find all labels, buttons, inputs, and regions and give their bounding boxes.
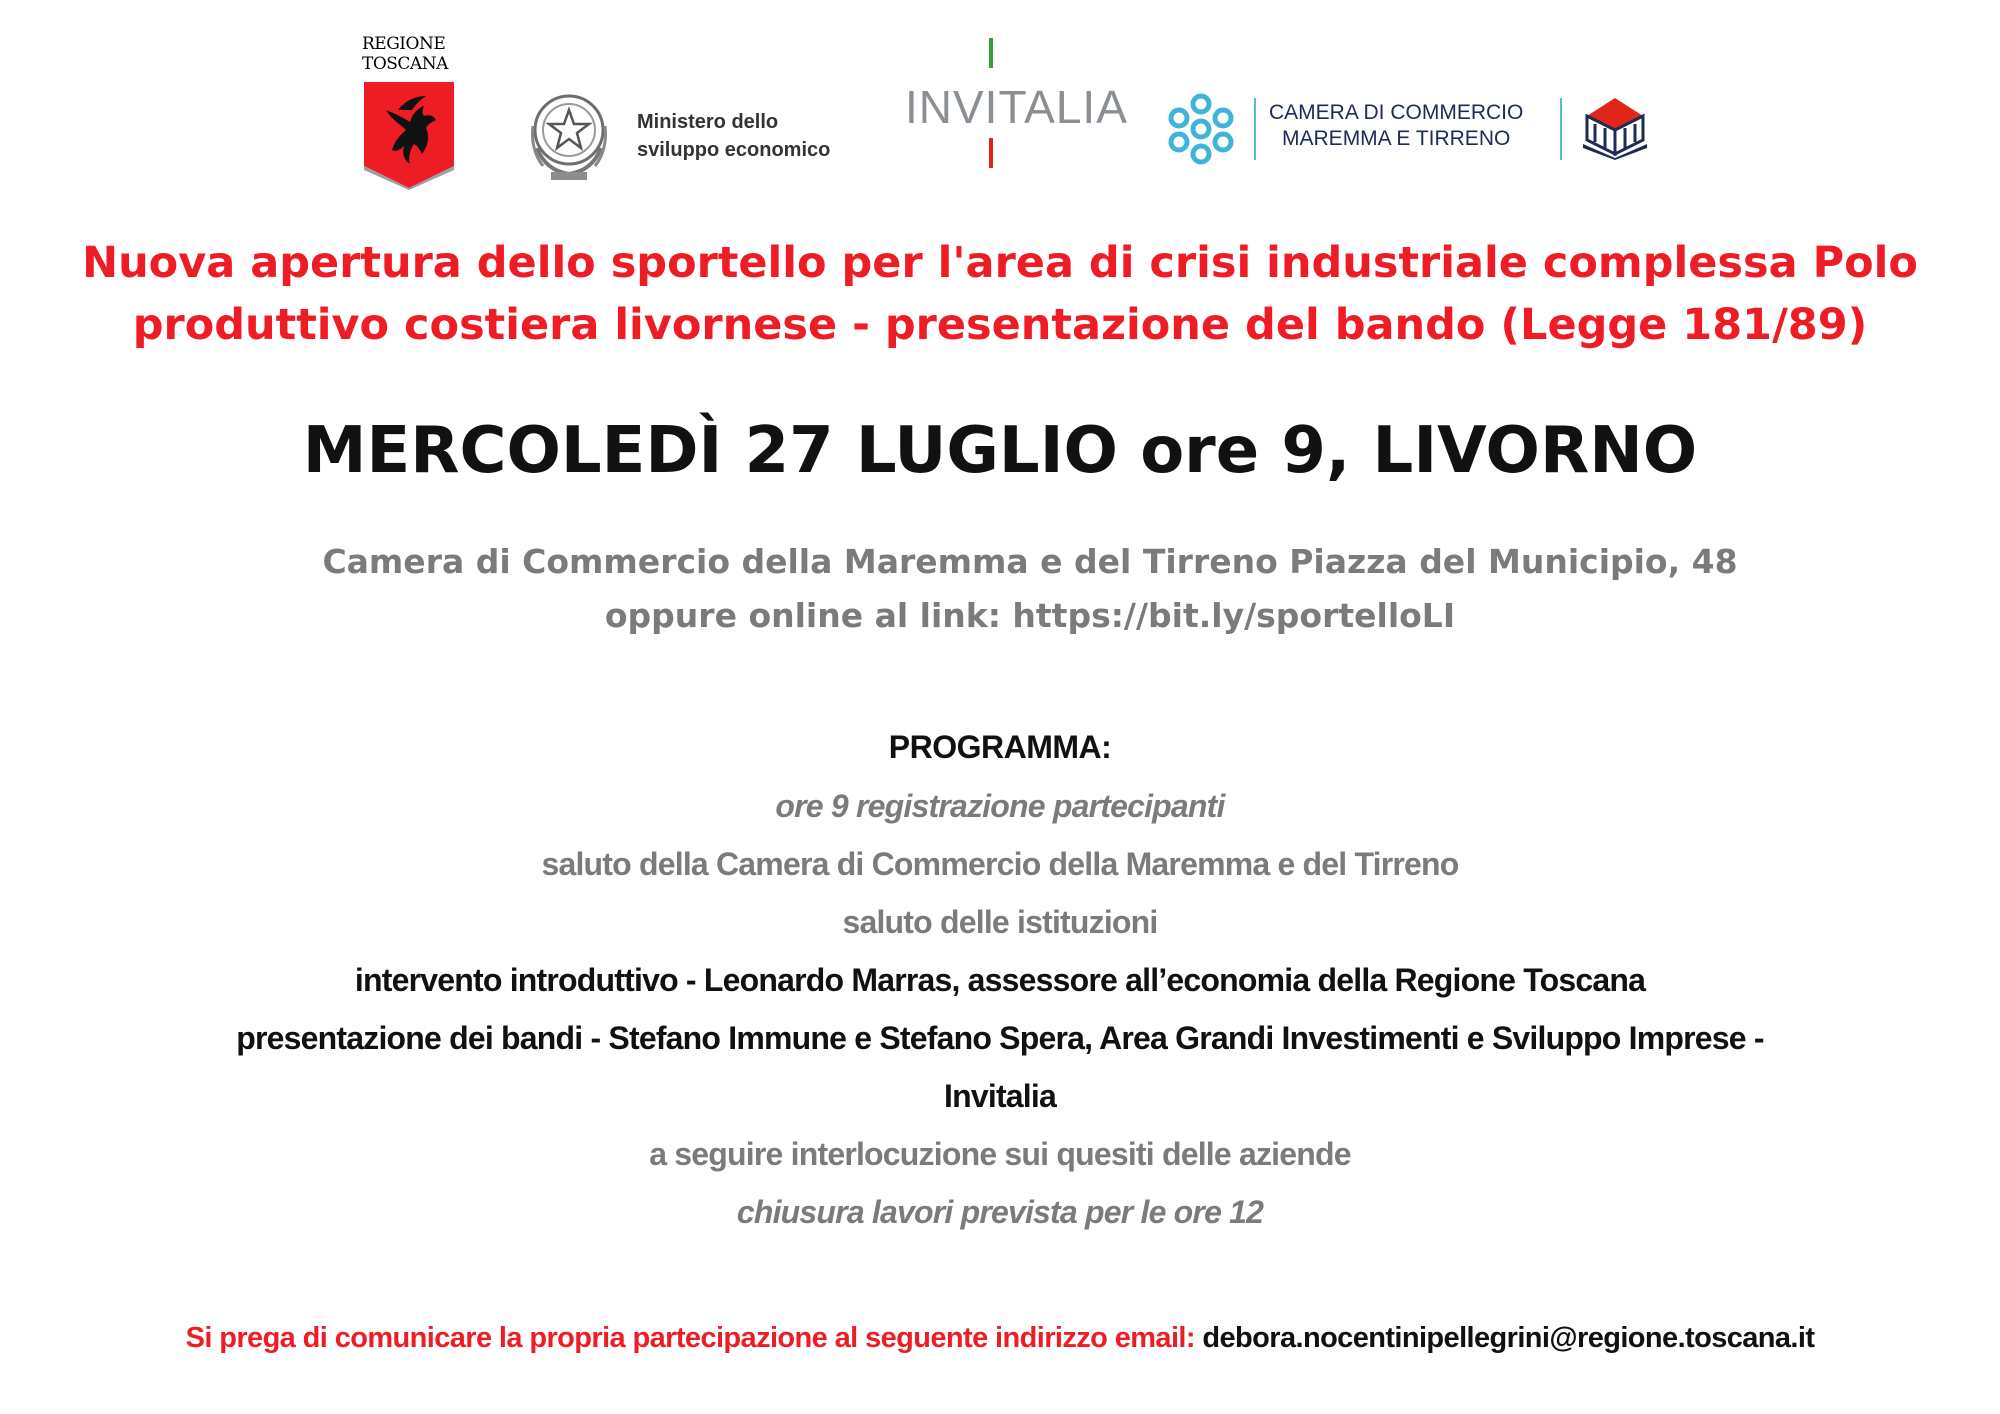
programma-item: chiusura lavori prevista per le ore 12 [736,1194,1264,1230]
camera-commercio-mark-icon [1163,92,1239,166]
rsvp-email[interactable]: debora.nocentinipellegrini@regione.toscana.it [1202,1322,1815,1354]
rsvp-footer [0,1318,2000,1358]
logo-bar [0,0,2000,210]
event-venue [30,535,2000,643]
programma-item: intervento introduttivo - Leonardo Marras, assessore all’economia della Regione Toscana [354,962,1646,998]
regione-toscana-logo [362,34,462,194]
camera-separator [1254,98,1256,160]
programma-heading: PROGRAMMA: [888,729,1112,765]
ministero-wordmark: Ministero dello sviluppo economico [637,111,831,161]
camera-commercio-logo [1163,92,1663,172]
italian-emblem-icon [525,86,613,184]
programma-item: saluto della Camera di Commercio della Maremma e del Tirreno [541,846,1459,882]
invitalia-green-bar [989,38,993,68]
event-title-line: produttivo costiera livornese - presentazione del bando (Legge 181/89) [132,300,1868,350]
invitalia-red-bar [989,138,993,168]
programma-item: presentazione dei bandi - Stefano Immune e Stefano Spera, Area Grandi Investimenti e Sviluppo Imprese - [236,1020,1764,1056]
event-date: MERCOLEDÌ 27 LUGLIO ore 9, LIVORNO [302,414,1698,488]
building-icon [1581,94,1649,160]
programma-item: Invitalia [944,1078,1056,1114]
invitalia-wordmark: INVITALIA [905,81,1128,133]
regione-toscana-wordmark: REGIONE TOSCANA [362,34,448,74]
programma-item: a seguire interlocuzione sui quesiti delle aziende [649,1136,1351,1172]
programma-item: saluto delle istituzioni [842,904,1158,940]
event-title [0,232,2000,356]
camera-separator [1560,98,1562,160]
event-title-line: Nuova apertura dello sportello per l'area di crisi industriale complessa Polo [82,238,1918,288]
programma-list [0,777,2000,1241]
invitalia-logo [905,38,1128,168]
rsvp-request: Si prega di comunicare la propria partecipazione al seguente indirizzo email: [185,1322,1195,1354]
pegasus-shield-icon [362,80,456,190]
venue-online-link: oppure online al link: https://bit.ly/sportelloLI [604,596,1456,635]
programma-item: ore 9 registrazione partecipanti [775,788,1225,824]
venue-address: Camera di Commercio della Maremma e del Tirreno Piazza del Municipio, 48 [322,542,1738,581]
camera-commercio-wordmark: CAMERA DI COMMERCIO MAREMMA E TIRRENO [1269,101,1524,150]
